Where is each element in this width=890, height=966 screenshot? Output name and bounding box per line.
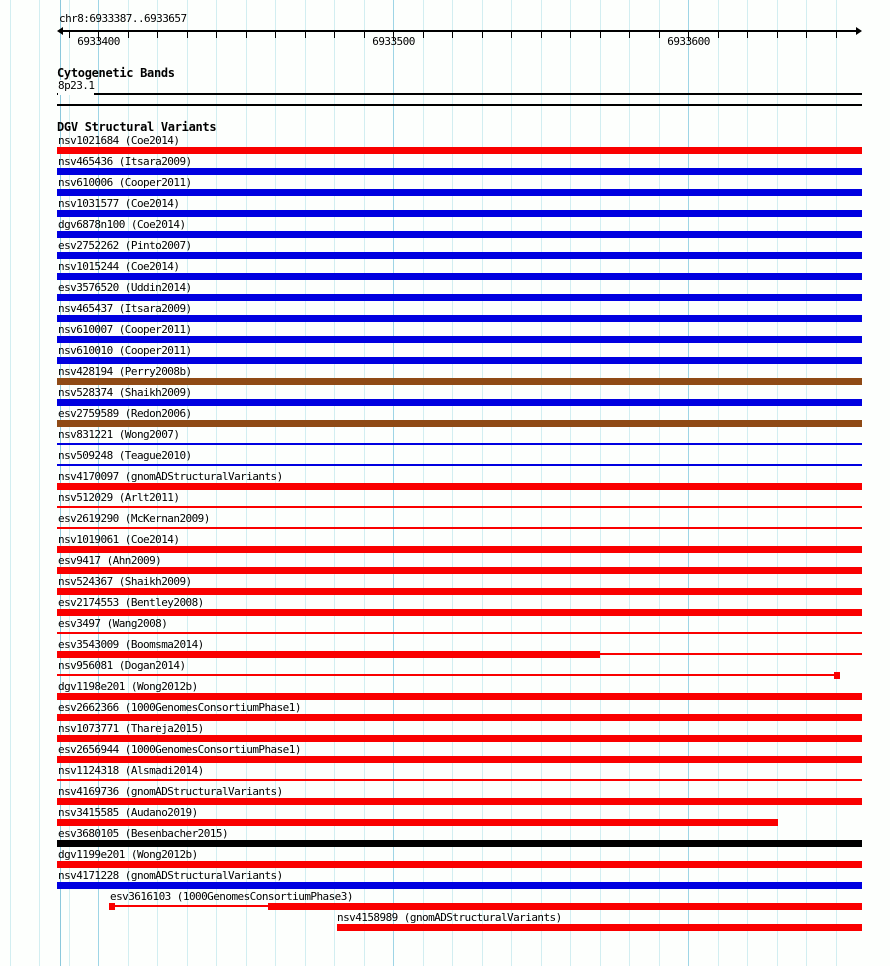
variant-label[interactable]: nsv509248 (Teague2010) — [58, 449, 192, 462]
ruler-tick-minor — [659, 31, 660, 38]
variant-label[interactable]: dgv1198e201 (Wong2012b) — [58, 680, 198, 693]
variant-label[interactable]: nsv1015244 (Coe2014) — [58, 260, 180, 273]
variant-label[interactable]: nsv831221 (Wong2007) — [58, 428, 180, 441]
region-title: chr8:6933387..6933657 — [59, 12, 187, 25]
variant-label[interactable]: nsv1019061 (Coe2014) — [58, 533, 180, 546]
ruler-tick-minor — [747, 31, 748, 38]
ruler-tick-minor — [511, 31, 512, 38]
variant-label[interactable]: esv2656944 (1000GenomesConsortiumPhase1) — [58, 743, 301, 756]
variant-label[interactable]: nsv610010 (Cooper2011) — [58, 344, 192, 357]
variant-label[interactable]: nsv610006 (Cooper2011) — [58, 176, 192, 189]
variant-bar[interactable] — [57, 882, 862, 889]
variant-label[interactable]: nsv465436 (Itsara2009) — [58, 155, 192, 168]
variant-bar[interactable] — [57, 189, 862, 196]
ruler-axis-line — [62, 30, 857, 32]
ruler-tick-label: 6933400 — [77, 35, 120, 48]
ruler-tick-minor — [246, 31, 247, 38]
ruler-tick-minor — [216, 31, 217, 38]
variant-label[interactable]: esv2662366 (1000GenomesConsortiumPhase1) — [58, 701, 301, 714]
variant-label[interactable]: nsv610007 (Cooper2011) — [58, 323, 192, 336]
variant-bar[interactable] — [57, 632, 862, 634]
variant-bar[interactable] — [268, 903, 862, 910]
variant-label[interactable]: nsv4170097 (gnomADStructuralVariants) — [58, 470, 283, 483]
variant-label[interactable]: nsv956081 (Dogan2014) — [58, 659, 186, 672]
gridline-minor — [10, 0, 11, 966]
ruler-tick-minor — [777, 31, 778, 38]
variant-bar[interactable] — [57, 527, 862, 529]
variant-bar[interactable] — [57, 483, 862, 490]
variant-bar[interactable] — [57, 336, 862, 343]
cytoband-top-edge — [57, 93, 862, 95]
variant-bar[interactable] — [57, 609, 862, 616]
variant-bar[interactable] — [57, 546, 862, 553]
variant-bar[interactable] — [57, 798, 862, 805]
variant-bar[interactable] — [115, 905, 268, 907]
ruler-tick-label: 6933600 — [667, 35, 710, 48]
ruler-tick-minor — [806, 31, 807, 38]
variant-bar[interactable] — [57, 294, 862, 301]
ruler-tick-minor — [482, 31, 483, 38]
cytoband-bottom-edge — [57, 104, 862, 106]
variant-label[interactable]: esv3543009 (Boomsma2014) — [58, 638, 204, 651]
ruler-tick-minor — [600, 31, 601, 38]
variant-bar[interactable] — [57, 819, 778, 826]
variant-bar[interactable] — [57, 399, 862, 406]
ruler-arrow-right — [856, 27, 862, 35]
variant-label[interactable]: nsv3415585 (Audano2019) — [58, 806, 198, 819]
variant-bar[interactable] — [57, 735, 862, 742]
track-title-dgv-structural-variants: DGV Structural Variants — [57, 120, 217, 134]
variant-bar[interactable] — [57, 147, 862, 154]
variant-label[interactable]: esv3616103 (1000GenomesConsortiumPhase3) — [110, 890, 353, 903]
variant-label[interactable]: nsv524367 (Shaikh2009) — [58, 575, 192, 588]
variant-bar[interactable] — [57, 756, 862, 763]
ruler-tick-minor — [718, 31, 719, 38]
variant-bar[interactable] — [57, 651, 600, 658]
ruler-tick-minor — [187, 31, 188, 38]
variant-bar[interactable] — [57, 464, 862, 466]
variant-bar[interactable] — [57, 273, 862, 280]
ruler-tick-minor — [157, 31, 158, 38]
ruler-tick-minor — [570, 31, 571, 38]
variant-label[interactable]: nsv512029 (Arlt2011) — [58, 491, 180, 504]
variant-label[interactable]: esv3576520 (Uddin2014) — [58, 281, 192, 294]
variant-bar[interactable] — [57, 420, 862, 427]
variant-label[interactable]: nsv1031577 (Coe2014) — [58, 197, 180, 210]
variant-bar[interactable] — [57, 714, 862, 721]
variant-label[interactable]: nsv528374 (Shaikh2009) — [58, 386, 192, 399]
variant-label[interactable]: esv2752262 (Pinto2007) — [58, 239, 192, 252]
variant-bar[interactable] — [57, 357, 862, 364]
ruler-tick-minor — [334, 31, 335, 38]
ruler-tick-minor — [305, 31, 306, 38]
variant-label[interactable]: esv9417 (Ahn2009) — [58, 554, 162, 567]
variant-bar[interactable] — [600, 653, 862, 655]
variant-label[interactable]: dgv1199e201 (Wong2012b) — [58, 848, 198, 861]
variant-bar[interactable] — [337, 924, 862, 931]
ruler-tick-minor — [629, 31, 630, 38]
variant-label[interactable]: esv2619290 (McKernan2009) — [58, 512, 210, 525]
gridline-minor — [39, 0, 40, 966]
variant-bar[interactable] — [57, 315, 862, 322]
variant-bar[interactable] — [57, 567, 862, 574]
variant-bar[interactable] — [57, 168, 862, 175]
variant-label[interactable]: nsv4169736 (gnomADStructuralVariants) — [58, 785, 283, 798]
variant-bar[interactable] — [57, 588, 862, 595]
variant-label[interactable]: nsv4171228 (gnomADStructuralVariants) — [58, 869, 283, 882]
variant-label[interactable]: nsv4158989 (gnomADStructuralVariants) — [337, 911, 562, 924]
ruler-arrow-left — [57, 27, 63, 35]
variant-bar[interactable] — [57, 378, 862, 385]
variant-label[interactable]: esv2174553 (Bentley2008) — [58, 596, 204, 609]
variant-bar[interactable] — [57, 693, 862, 700]
variant-bar[interactable] — [834, 672, 840, 679]
variant-bar[interactable] — [57, 506, 862, 508]
variant-label[interactable]: esv2759589 (Redon2006) — [58, 407, 192, 420]
variant-bar[interactable] — [57, 443, 862, 445]
ruler-tick-label: 6933500 — [372, 35, 415, 48]
variant-label[interactable]: esv3680105 (Besenbacher2015) — [58, 827, 229, 840]
variant-bar[interactable] — [57, 210, 862, 217]
variant-label[interactable]: nsv1073771 (Thareja2015) — [58, 722, 204, 735]
ruler-tick-minor — [275, 31, 276, 38]
ruler-tick-minor — [364, 31, 365, 38]
variant-label[interactable]: nsv1124318 (Alsmadi2014) — [58, 764, 204, 777]
variant-bar[interactable] — [57, 840, 862, 847]
ruler-tick-minor — [128, 31, 129, 38]
track-title-cytogenetic-bands: Cytogenetic Bands — [57, 66, 175, 80]
variant-label[interactable]: dgv6878n100 (Coe2014) — [58, 218, 186, 231]
variant-bar[interactable] — [57, 674, 834, 676]
ruler-tick-minor — [69, 31, 70, 38]
variant-label[interactable]: esv3497 (Wang2008) — [58, 617, 168, 630]
variant-bar[interactable] — [57, 252, 862, 259]
cytoband-label[interactable]: 8p23.1 — [58, 80, 94, 95]
ruler-tick-minor — [423, 31, 424, 38]
variant-bar[interactable] — [57, 779, 862, 781]
ruler-tick-minor — [541, 31, 542, 38]
ruler-tick-minor — [452, 31, 453, 38]
variant-bar[interactable] — [57, 231, 862, 238]
ruler-tick-minor — [836, 31, 837, 38]
variant-label[interactable]: nsv465437 (Itsara2009) — [58, 302, 192, 315]
variant-bar[interactable] — [57, 861, 862, 868]
variant-label[interactable]: nsv428194 (Perry2008b) — [58, 365, 192, 378]
variant-label[interactable]: nsv1021684 (Coe2014) — [58, 134, 180, 147]
